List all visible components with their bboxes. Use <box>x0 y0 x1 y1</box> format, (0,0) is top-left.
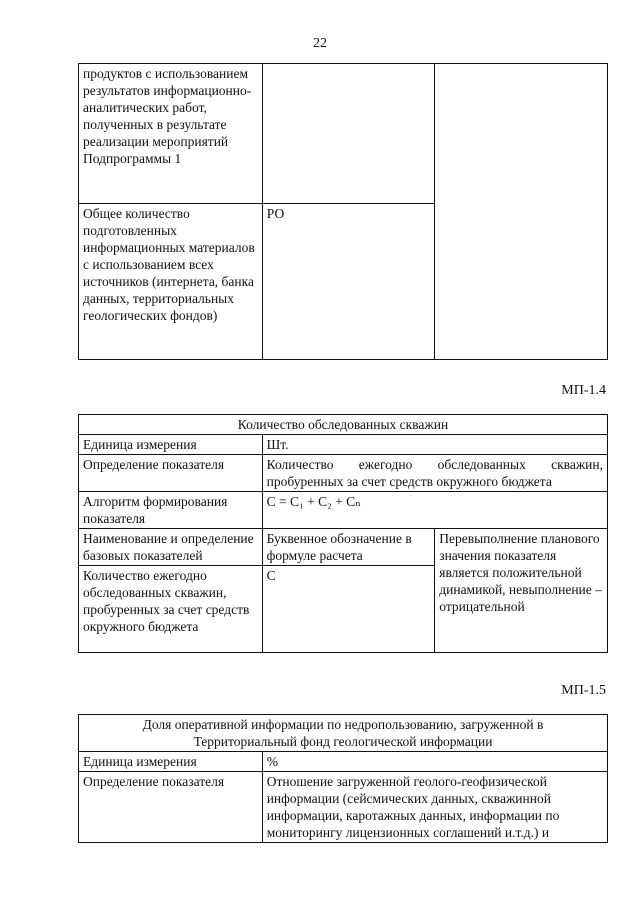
row-value: Шт. <box>262 435 607 455</box>
table-row <box>79 772 608 843</box>
formula: С = С₁ + С₂ + Сₙ <box>262 492 607 529</box>
table-title: Доля оперативной информации по недропользованию, загруженной в Территориальный фонд геологической информации <box>79 715 608 752</box>
row-label: Алгоритм формирования показателя <box>79 492 263 529</box>
base-header-symbol: Буквенное обозначение в формуле расчета <box>262 529 435 566</box>
base-row-name: Количество ежегодно обследованных скважин, пробуренных за счет средств окружного бюджета <box>79 566 263 653</box>
indicator-code: МП-1.5 <box>561 683 606 698</box>
row-label: Определение показателя <box>79 772 263 843</box>
table-title: Количество обследованных скважин <box>79 415 608 435</box>
table-title-row <box>79 715 608 752</box>
row-label: Определение показателя <box>79 455 263 492</box>
table-row <box>79 64 608 204</box>
row-value: Количество ежегодно обследованных скважин, пробуренных за счет средств окружного бюджета <box>262 455 607 492</box>
table-row <box>79 529 608 566</box>
continuation-table <box>78 63 608 360</box>
symbol-cell: РО <box>262 204 435 360</box>
table-row <box>79 492 608 529</box>
indicator-name-cell: Общее количество подготовленных информационных материалов с использованием всех источников (интернета, банка данных, территориальных геологических фондов) <box>79 204 263 360</box>
row-label: Единица измерения <box>79 752 263 772</box>
table-row <box>79 752 608 772</box>
indicator-table-mp-1-5 <box>78 714 608 843</box>
indicator-name-cell: продуктов с использованием результатов информационно-аналитических работ, полученных в результате реализации мероприятий Подпрограммы 1 <box>79 64 263 204</box>
indicator-code: МП-1.4 <box>561 383 606 398</box>
base-header-name: Наименование и определение базовых показателей <box>79 529 263 566</box>
table-title-row <box>79 415 608 435</box>
note-cell <box>435 64 608 360</box>
base-header-note: Перевыполнение планового значения показателя является положительной динамикой, невыполнение – отрицательной <box>435 529 608 653</box>
base-row-symbol: С <box>262 566 435 653</box>
row-value: % <box>262 752 607 772</box>
symbol-cell <box>262 64 435 204</box>
page-number: 22 <box>313 36 327 51</box>
row-value: Отношение загруженной геолого-геофизической информации (сейсмических данных, скважинной информации, каротажных данных, информации по мониторингу лицензионных соглашений и.т.д.) и <box>262 772 607 843</box>
table-row <box>79 435 608 455</box>
table-row <box>79 455 608 492</box>
indicator-table-mp-1-4 <box>78 414 608 653</box>
row-label: Единица измерения <box>79 435 263 455</box>
